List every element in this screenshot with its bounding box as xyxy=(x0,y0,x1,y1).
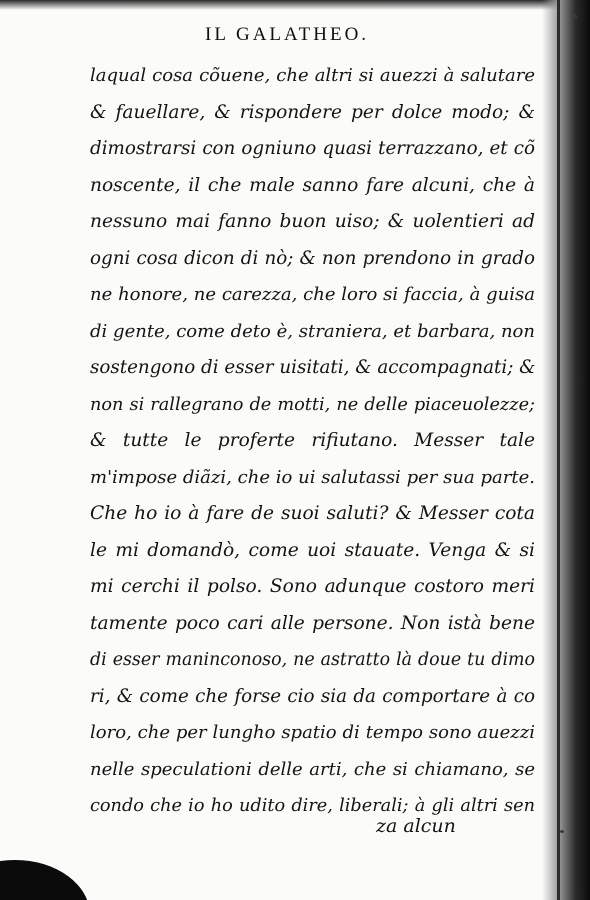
ink-speck xyxy=(572,14,577,19)
text-line: & tutte le proferte rifiutano. Messer tale xyxy=(90,430,535,451)
running-head: IL GALATHEO. xyxy=(205,24,370,45)
text-line: sostengono di esser uisitati, & accompagnati; & xyxy=(90,357,536,378)
text-line: dimostrarsi con ogniuno quasi terrazzano, et cõ xyxy=(90,138,535,159)
text-line: ogni cosa dicon di nò; & non prendono in grado xyxy=(90,247,535,269)
text-line: di gente, come deto è, straniera, et barbara, non xyxy=(90,320,535,342)
text-line: le mi domandò, come uoi stauate. Venga & si xyxy=(90,539,535,561)
text-line: noscente, il che male sanno fare alcuni, che à xyxy=(90,174,535,196)
text-line: mi cerchi il polso. Sono adunque costoro meri xyxy=(90,576,535,597)
scan-corner-shadow xyxy=(0,860,90,900)
scan-top-edge xyxy=(0,0,590,10)
text-line: m'impose diãzi, che io ui salutassi per sua parte. xyxy=(90,466,535,488)
catchword: za alcun xyxy=(376,815,456,837)
text-line: tamente poco cari alle persone. Non istà bene xyxy=(90,612,535,634)
scan-right-edge-line xyxy=(557,0,560,900)
text-line: ne honore, ne carezza, che loro si faccia, à guisa xyxy=(90,284,535,305)
text-line: loro, che per lungho spatio di tempo sono auezzi xyxy=(90,722,535,743)
text-line: nelle speculationi delle arti, che si chiamano, se xyxy=(90,758,535,780)
body-text xyxy=(90,58,535,825)
ink-speck xyxy=(560,830,564,833)
scan-right-edge xyxy=(542,0,590,900)
text-line: laqual cosa cõuene, che altri si auezzi à salutare xyxy=(90,65,535,86)
text-line: di esser maninconoso, ne astratto là doue tu dimo xyxy=(90,650,535,670)
text-line: non si rallegrano de motti, ne delle piaceuolezze; xyxy=(90,394,535,415)
text-line: & fauellare, & rispondere per dolce modo; & xyxy=(90,101,535,123)
text-line: nessuno mai fanno buon uiso; & uolentieri ad xyxy=(90,211,535,232)
text-line: condo che io ho udito dire, liberali; à gli altri sen xyxy=(90,796,535,816)
text-line: Che ho io à fare de suoi saluti? & Messer cota xyxy=(90,503,535,524)
text-line: ri, & come che forse cio sia da comportare à co xyxy=(90,685,535,707)
